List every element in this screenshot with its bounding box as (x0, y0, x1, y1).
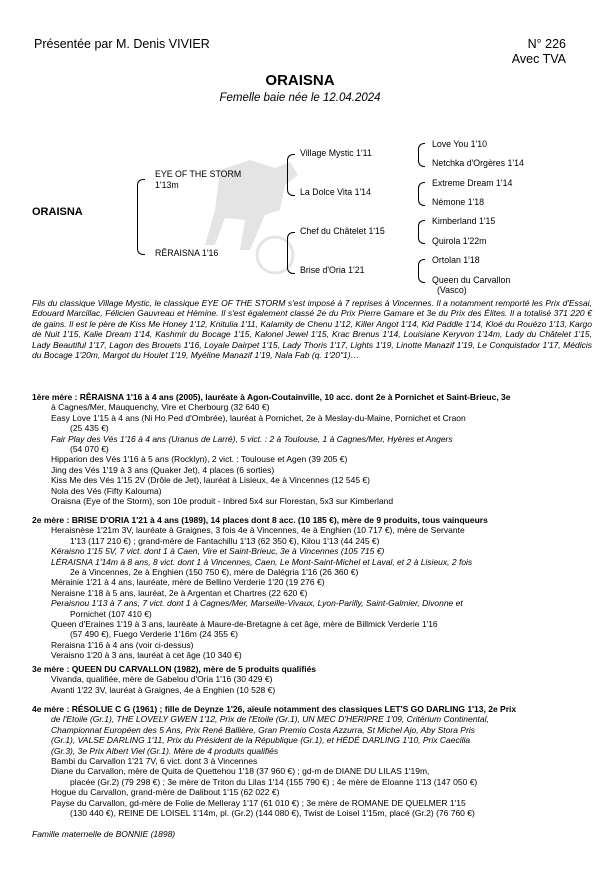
pedigree-sire-dam: La Dolce Vita 1'14 (300, 187, 371, 197)
fourth-dam-line: Championnat Européen des 5 Ans, Prix René Ballière, Gran Premio Costa Azzurra, St Michel Ajo, Aby Stora Pris (51, 724, 475, 735)
first-dam-line: (25 435 €) (70, 423, 109, 434)
pedigree-dam: RÊRAISNA 1'16 (155, 248, 219, 258)
pedigree-dam-dam: Brise d'Oria 1'21 (300, 265, 365, 275)
second-dam-line: Heraisnèse 1'21m 3V, lauréate à Graignes, 3 fois 4e à Vincennes, 4e à Enghien (10 717 €), mère de Servante (51, 525, 465, 536)
pedigree-brace-g3-4 (418, 259, 425, 283)
second-dam-line: Queen d'Eraines 1'19 à 3 ans, lauréate à Maure-de-Bretagne à cet âge, mère de Billmick Verderie 1'16 (51, 619, 438, 630)
fourth-dam-line: Payse du Carvallon, gd-mère de Folie de Melleray 1'17 (61 010 €) ; 3e mère de ROMANE DE QUELMER 1'15 (51, 797, 466, 808)
pedigree-g3-2: Netchka d'Orgères 1'14 (432, 158, 524, 168)
second-dam-line: (57 490 €), Fuego Verderie 1'16m (24 355 €) (70, 629, 238, 640)
first-dam-line: Jing des Vés 1'19 à 3 ans (Quaker Jet), 4 places (6 sorties) (51, 464, 275, 475)
fourth-dam-intro: 4e mère : RÉSOLUE C G (1961) ; fille de Deynze 1'26, aïeule notamment des classiques LET'S GO DARLING 1'13, 2e Prix (32, 704, 517, 714)
pedigree-g3-5: Kimberland 1'15 (432, 216, 496, 226)
first-dam-line: 1ère mère : RÊRAISNA 1'16 à 4 ans (2005), lauréate à Agon-Coutainville, 10 acc. dont 2e à Pornichet et Saint-Brieuc, 3e (32, 392, 511, 402)
fourth-dam-line: de l'Etoile (Gr.1), THE LOVELY GWEN 1'12, Prix de l'Etoile (Gr.1), UN MEC D'HERIPRE 1'09, Critérium Continental, (51, 714, 489, 725)
horse-name-title: ORAISNA (265, 72, 335, 89)
pedigree-g3-4: Némone 1'18 (432, 197, 485, 207)
pedigree-g3-1: Love You 1'10 (432, 139, 488, 149)
horse-description: Femelle baie née le 12.04.2024 (219, 92, 381, 104)
sire-description-text: Fils du classique Village Mystic, le classique EYE OF THE STORM s'est imposé à 7 reprises à Vincennes. Il a notamment remporté les Prix d'Essai, Edouard Marcillac, Félicien Gauvreau et Hémine. Il s'est également classé 2e du Prix Pierre Gamare et 3e du Prix des Élites. Il a totalisé 371 220 € de gains. Il est le père de Kiss Me Honey 1'12, Knitulia 1'11, Kalamity de Chenu 1'12, Killer Angot 1'14, Kid Paddle 1'14, Kloé du Rouézo 1'13, Kargo de Nuit 1'15, Kalie Dream 1'14, Kashmir du Bocage 1'15, Kalonel Jewel 1'15, Krac Brenus 1'14, Louisiane Keryvon 1'14m, Lady du Châtelet 1'15, Lady Beautiful 1'17, Lagon des Brouets 1'16, Loyale Dairpet 1'15, Lady Thoris 1'17, Lights 1'19, Linotte Manazif 1'19, Le Conquistador 1'17, Médicis du Bocage 1'20m, Margot du Houlet 1'19, Myéline Manazif 1'19, Nala Fab (q. 1'20"1)… (32, 298, 592, 361)
pedigree-sire-record: 1'13m (155, 180, 179, 190)
second-dam-line: Mérainie 1'21 à 4 ans, lauréate, mère de Bellino Verderie 1'20 (19 276 €) (51, 577, 325, 588)
pedigree-brace-dam (287, 232, 295, 274)
second-dam-line: LÉRAISNA 1'14m à 8 ans, 8 vict. dont 1 à Vincennes, Caen, Le Mont-Saint-Michel et Laval, et 2 à Lisieux, 2 fois (51, 556, 473, 567)
first-dam-line: Fair Play des Vés 1'16 à 4 ans (Uranus de Larré), 5 vict. : 2 à Toulouse, 1 à Cagnes/Mer, Hyères et Angers (51, 433, 453, 444)
tax-status: Avec TVA (511, 52, 566, 66)
pedigree-g3-7: Ortolan 1'18 (432, 255, 480, 265)
fourth-dam-line: (Gr.3), 3e Prix Albert Viel (Gr.1). Mère de 4 produits qualifiés (51, 745, 279, 756)
maternal-family-note: Famille maternelle de BONNIE (1898) (32, 829, 176, 839)
second-dam-line: Neraisne 1'18 à 5 ans, lauréat, 2e à Argentan et Chartres (22 620 €) (51, 587, 308, 598)
first-dam-line: à Cagnes/Mer, Mauquenchy, Vire et Cherbourg (32 640 €) (51, 402, 270, 413)
second-dam-line: Peraisnou 1'13 à 7 ans, 7 vict. dont 1 à Cagnes/Mer, Marseille-Vivaux, Lyon-Parilly, Saint-Galmier, Divonne et (51, 598, 463, 609)
first-dam-line: Nola des Vés (Fifty Kalouma) (51, 485, 162, 496)
sire-description (32, 298, 592, 360)
pedigree-g3-8-sire: (Vasco) (437, 285, 467, 295)
fourth-dam-line: (Gr.1), VALSE DARLING 1'11, Prix du Président de la République (Gr.1), et HÉDÉ DARLING 1'10, Prix Caecilia (51, 735, 471, 746)
sulky-horse-watermark (180, 140, 330, 280)
second-dam-line: Kéraisno 1'15 5V, 7 vict. dont 1 à Caen, Vire et Saint-Brieuc, 3e à Vincennes (105 715 €) (51, 546, 385, 557)
pedigree-g3-3: Extreme Dream 1'14 (432, 178, 513, 188)
second-dam-line: 2e à Vincennes, 2e à Enghien (150 750 €), mère de Dalégria 1'16 (26 360 €) (70, 567, 359, 578)
pedigree-brace-g3-3 (418, 220, 425, 244)
third-dam-line: Vivanda, qualifiée, mère de Gabelou d'Oria 1'16 (30 429 €) (51, 674, 273, 685)
fourth-dam-line: Bambi du Carvallon 1'21 7V, 6 vict. dont 3 à Vincennes (51, 756, 258, 767)
pedigree-brace-gen1 (137, 179, 145, 255)
pedigree-brace-sire (287, 154, 295, 196)
first-dam-line: Oraisna (Eye of the Storm), son 10e produit - Inbred 5x4 sur Florestan, 5x3 sur Kimberland (51, 496, 394, 507)
fourth-dam-line: placée (Gr.2) (79 298 €) ; 3e mère de Triton du Lilas 1'14 (155 790 €) ; 4e mère de Eloanne 1'13 (147 050 €) (70, 776, 478, 787)
fourth-dam-section (32, 704, 592, 818)
first-dam-line: Kiss Me des Vés 1'15 2V (Drôle de Jet), lauréat à Lisieux, 4e à Vincennes (12 545 €) (51, 475, 370, 486)
second-dam-line: Reraisna 1'16 à 4 ans (voir ci-dessus) (51, 639, 194, 650)
fourth-dam-line: Hogue du Carvallon, grand-mère de Dalibout 1'15 (62 022 €) (51, 787, 280, 798)
first-dam-line: Easy Love 1'15 à 4 ans (Ni Ho Ped d'Ombrée), lauréat à Pornichet, 2e à Meslay-du-Maine, Pornichet et Craon (51, 412, 466, 423)
pedigree-subject: ORAISNA (32, 206, 83, 218)
pedigree-g3-8: Queen du Carvallon (432, 275, 511, 285)
presenter-line: Présentée par M. Denis VIVIER (34, 37, 210, 51)
third-dam-line: 3e mère : QUEEN DU CARVALLON (1982), mère de 5 produits qualifiés (32, 664, 317, 674)
pedigree-sire: EYE OF THE STORM (155, 169, 242, 179)
lot-number: N° 226 (527, 37, 566, 51)
first-dam-line: Hipparion des Vés 1'16 à 5 ans (Rocklyn), 2 vict. : Toulouse et Agen (39 205 €) (51, 454, 348, 465)
fourth-dam-line: Diane du Carvallon, mère de Quita de Quettehou 1'18 (37 960 €) ; gd-m de DIANE DU LILAS 1'19m, (51, 766, 430, 777)
pedigree-sire-sire: Village Mystic 1'11 (300, 148, 372, 158)
first-dam-section (32, 392, 592, 506)
pedigree-brace-g3-1 (418, 143, 425, 167)
second-dam-line: Pornichet (107 410 €) (70, 608, 152, 619)
fourth-dam-line: (130 440 €), REINE DE LOISEL 1'14m, pl. (Gr.2) (144 080 €), Twist de Loisel 1'15m, placé (Gr.2) (76 760 €) (70, 808, 475, 819)
pedigree-brace-g3-2 (418, 182, 425, 206)
second-dam-section (32, 515, 592, 661)
second-dam-line: 2e mère : BRISE D'ORIA 1'21 à 4 ans (1989), 14 places dont 8 acc. (10 185 €), mère de 9 produits, tous vainqueurs (32, 515, 488, 525)
third-dam-line: Avanti 1'22 3V, lauréat à Graignes, 4e à Enghien (10 528 €) (51, 684, 276, 695)
first-dam-line: (54 070 €) (70, 444, 109, 455)
fourth-dam-line (32, 704, 592, 714)
pedigree-g3-6: Quirola 1'22m (432, 236, 487, 246)
pedigree-dam-sire: Chef du Châtelet 1'15 (300, 226, 385, 236)
third-dam-section (32, 664, 592, 695)
second-dam-line: 1'13 (117 210 €) ; grand-mère de Fantachillu 1'13 (62 350 €), Kilou 1'13 (44 245 €) (70, 535, 380, 546)
second-dam-line: Veraisno 1'20 à 3 ans, lauréat à cet âge (10 340 €) (51, 650, 242, 661)
